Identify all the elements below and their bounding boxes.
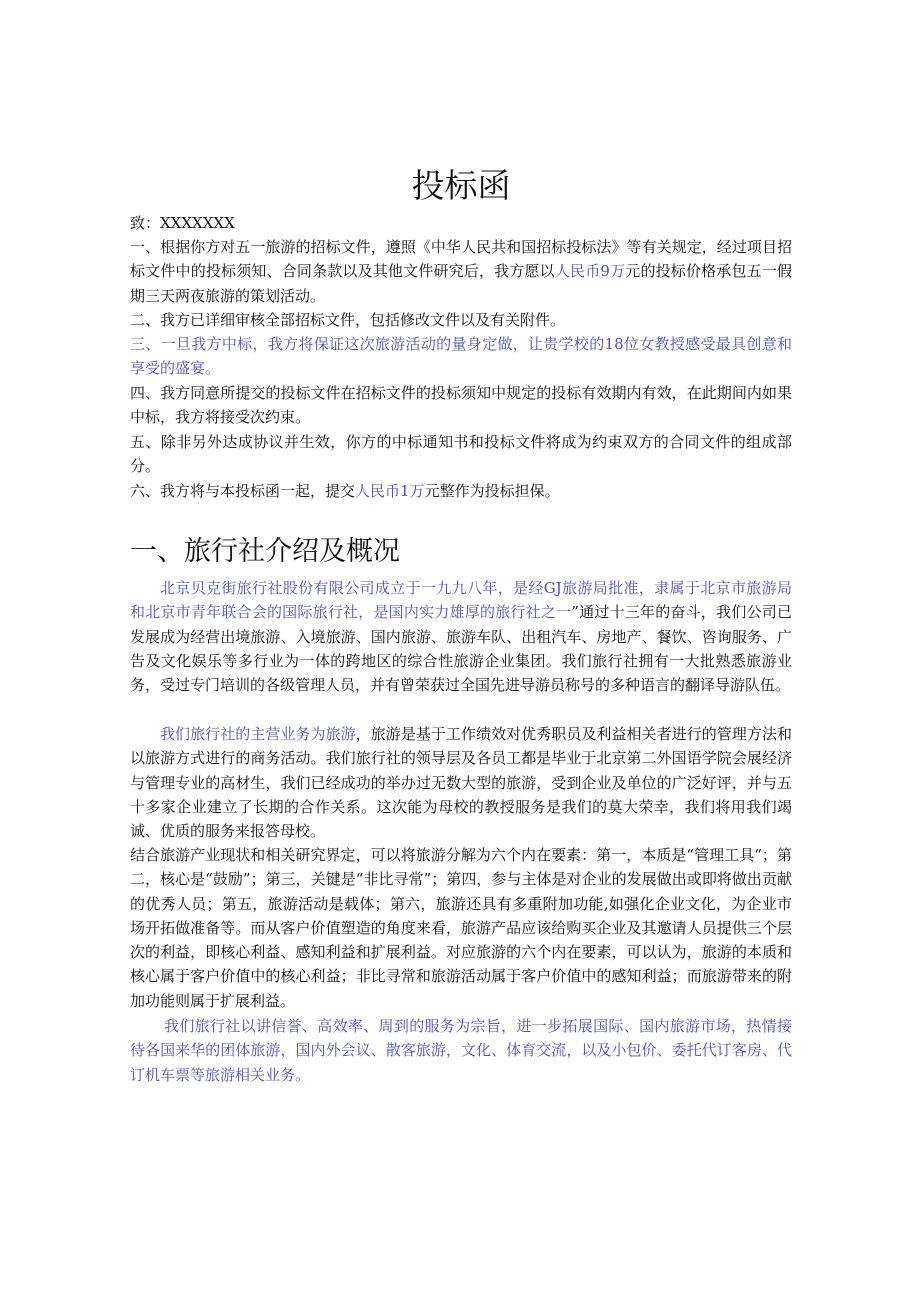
clause-6-guarantee: 人民币1万 [355,482,425,500]
intro-paragraph-2 [130,722,792,843]
intro-paragraph-3: 结合旅游产业现状和相关研究界定，可以将旅游分解为六个内在要素：第一，本质是“管理工具“；第二，核心是“鼓励”；第三，关键是“非比寻常”；第四，参与主体是对企业的发展做出或即将做出贡献的优秀人员；第五，旅游活动是载体；第六，旅游还具有多重附加功能,如强化企业文化，为企业市场开拓做准备等。而从客户价值塑造的角度来看，旅游产品应该给购买企业及其邀请人员提供三个层次的利益，即核心利益、感知利益和扩展利益。对应旅游的六个内在要素，可以认为，旅游的本质和核心属于客户价值中的核心利益；非比寻常和旅游活动属于客户价值中的感知利益；而旅游带来的附加功能则属于扩展利益。 [130,846,792,1010]
clause-5: 五、除非另外达成协议并生效，你方的中标通知书和投标文件将成为约束双方的合同文件的组成部分。 [130,433,792,476]
intro-paragraph-2-text: ，旅游是基于工作绩效对优秀职员及利益相关者进行的管理方法和以旅游方式进行的商务活动。我们旅行社的领导层及各员工都是毕业于北京第二外国语学院会展经济与管理专业的高材生，我们已经成功的举办过无数大型的旅游，受到企业及单位的广泛好评，并与五十多家企业建立了长期的合作关系。这次能为母校的教授服务是我们的莫大荣幸，我们将用我们竭诚、优质的服务来报答母校。 [130,725,792,841]
clause-3: 三、一旦我方中标，我方将保证这次旅游活动的量身定做，让贵学校的18位女教授感受最具创意和享受的盛宴。 [130,335,792,378]
intro-paragraph-1-text: ”通过十三年的奋斗，我们公司已发展成为经营出境旅游、入境旅游、国内旅游、旅游车队、出租汽车、房地产、餐饮、咨询服务、广告及文化娱乐等多行业为一体的跨地区的综合性旅游企业集团。我们旅行社拥有一大批熟悉旅游业务，受过专门培训的各级管理人员，并有曾荣获过全国先进导游员称号的多种语言的翻译导游队伍。 [130,603,792,695]
clause-4: 四、我方同意所提交的投标文件在招标文件的投标须知中规定的投标有效期内有效，在此期间内如果中标，我方将接受次约束。 [130,384,792,427]
clause-1-text-a: 一、根据你方对五一旅游的招标文件，遵照《中华人民共和国招标投标法》等有关规定，经过项目招标文件中的投标须知、合同条款以及其他文件研究后，我方愿以 [130,238,792,281]
intro-paragraph-4: 我们旅行社以讲信誉、高效率、周到的服务为宗旨，进一步拓展国际、国内旅游市场，热情接待各国来华的团体旅游，国内外会议、散客旅游，文化、体育交流，以及小包价、委托代订客房、代订机车票等旅游相关业务。 [130,1017,792,1084]
intro-paragraph-2-highlight: 我们旅行社的主营业务为旅游 [160,725,356,743]
addressee: 致：XXXXXXX [130,214,235,232]
section-heading: 一、旅行社介绍及概况 [130,536,400,567]
intro-paragraph-1-highlight: 北京贝克街旅行社股份有限公司成立于一九九八年，是经GJ旅游局批准，隶属于北京市旅游局和北京市青年联合会的国际旅行社，是国内实力雄厚的旅行社之一 [130,579,792,622]
clause-1-text-c: 元的投标价格承包五一假期三天两夜旅游的策划活动。 [130,262,792,305]
clause-1-price: 人民币9万 [554,262,626,281]
clause-6-text-c: 元整作为投标担保。 [424,482,560,500]
intro-paragraph-1 [130,576,792,697]
clause-1 [130,235,792,308]
clause-6 [130,479,792,503]
page-title: 投标函 [411,166,511,205]
clause-2: 二、我方已详细审核全部招标文件，包括修改文件以及有关附件。 [130,311,566,329]
clause-6-text-a: 六、我方将与本投标函一起，提交 [130,482,356,500]
